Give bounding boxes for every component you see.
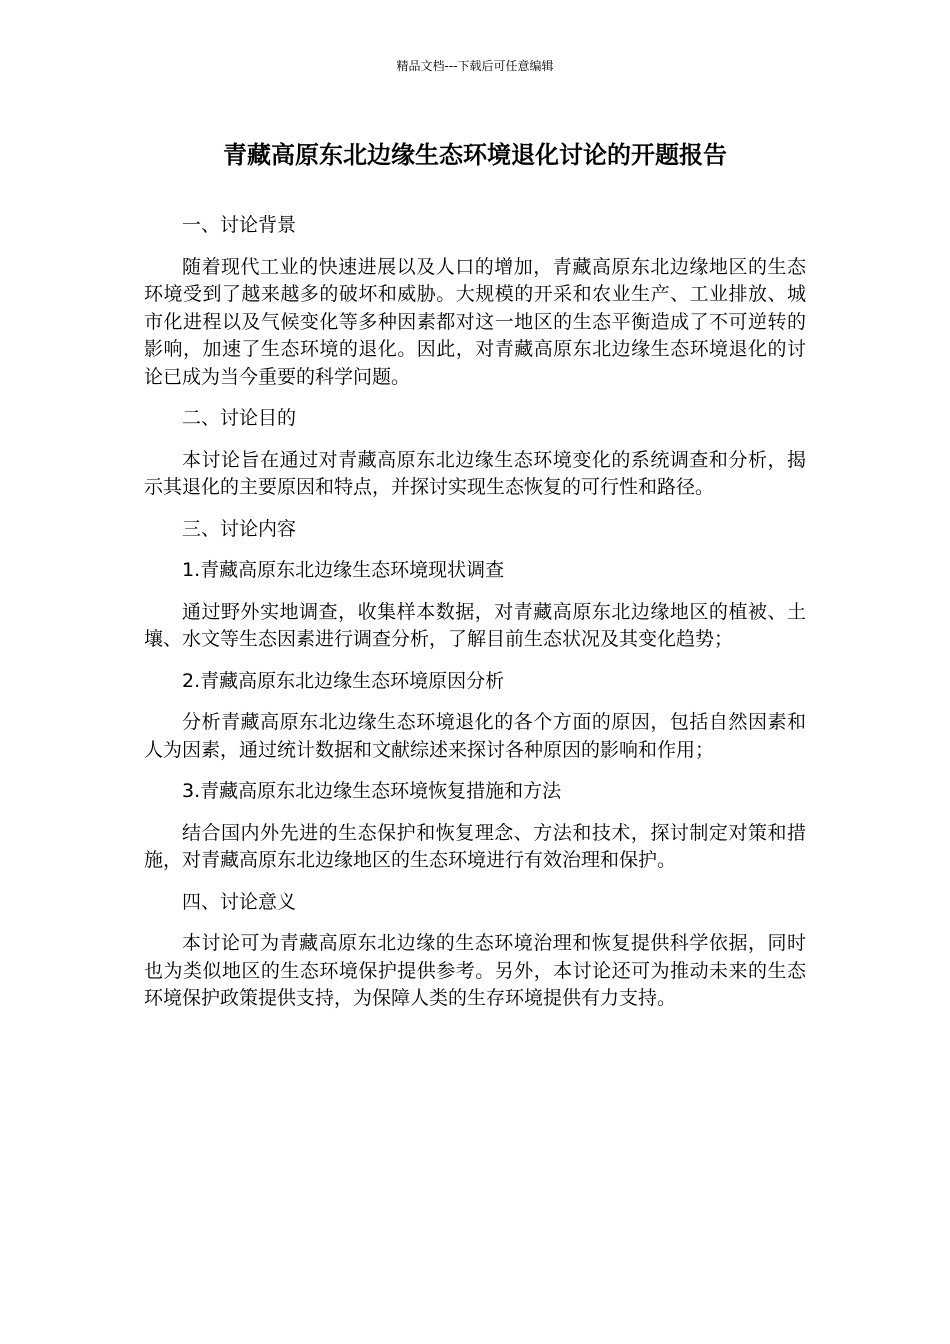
section-heading-purpose: 二、讨论目的 bbox=[182, 407, 297, 429]
subsection-paragraph-survey: 通过野外实地调查，收集样本数据，对青藏高原东北边缘地区的植被、土壤、水文等生态因素进行调查分析，了解目前生态状况及其变化趋势； bbox=[144, 600, 806, 650]
subsection-paragraph-causes: 分析青藏高原东北边缘生态环境退化的各个方面的原因，包括自然因素和人为因素，通过统计数据和文献综述来探讨各种原因的影响和作用； bbox=[144, 711, 806, 761]
section-paragraph-purpose: 本讨论旨在通过对青藏高原东北边缘生态环境变化的系统调查和分析，揭示其退化的主要原因和特点，并探讨实现生态恢复的可行性和路径。 bbox=[144, 448, 806, 498]
section-paragraph-significance: 本讨论可为青藏高原东北边缘的生态环境治理和恢复提供科学依据，同时也为类似地区的生态环境保护提供参考。另外，本讨论还可为推动未来的生态环境保护政策提供支持，为保障人类的生存环境提供有力支持。 bbox=[144, 932, 806, 1009]
subsection-heading-survey: 1.青藏高原东北边缘生态环境现状调查 bbox=[182, 559, 505, 581]
subsection-paragraph-restoration: 结合国内外先进的生态保护和恢复理念、方法和技术，探讨制定对策和措施，对青藏高原东北边缘地区的生态环境进行有效治理和保护。 bbox=[144, 821, 806, 871]
section-paragraph-background: 随着现代工业的快速进展以及人口的增加，青藏高原东北边缘地区的生态环境受到了越来越多的破坏和威胁。大规模的开采和农业生产、工业排放、城市化进程以及气候变化等多种因素都对这一地区的生态平衡造成了不可逆转的影响，加速了生态环境的退化。因此，对青藏高原东北边缘生态环境退化的讨论已成为当今重要的科学问题。 bbox=[144, 255, 806, 388]
header-note: 精品文档---下载后可任意编辑 bbox=[396, 59, 554, 73]
page-title: 青藏高原东北边缘生态环境退化讨论的开题报告 bbox=[223, 141, 727, 169]
subsection-heading-causes: 2.青藏高原东北边缘生态环境原因分析 bbox=[182, 669, 505, 692]
section-heading-significance: 四、讨论意义 bbox=[182, 890, 297, 913]
document-body bbox=[144, 212, 806, 1027]
subsection-heading-restoration: 3.青藏高原东北边缘生态环境恢复措施和方法 bbox=[182, 780, 562, 802]
section-heading-background: 一、讨论背景 bbox=[182, 214, 297, 236]
section-heading-content: 三、讨论内容 bbox=[182, 517, 297, 540]
